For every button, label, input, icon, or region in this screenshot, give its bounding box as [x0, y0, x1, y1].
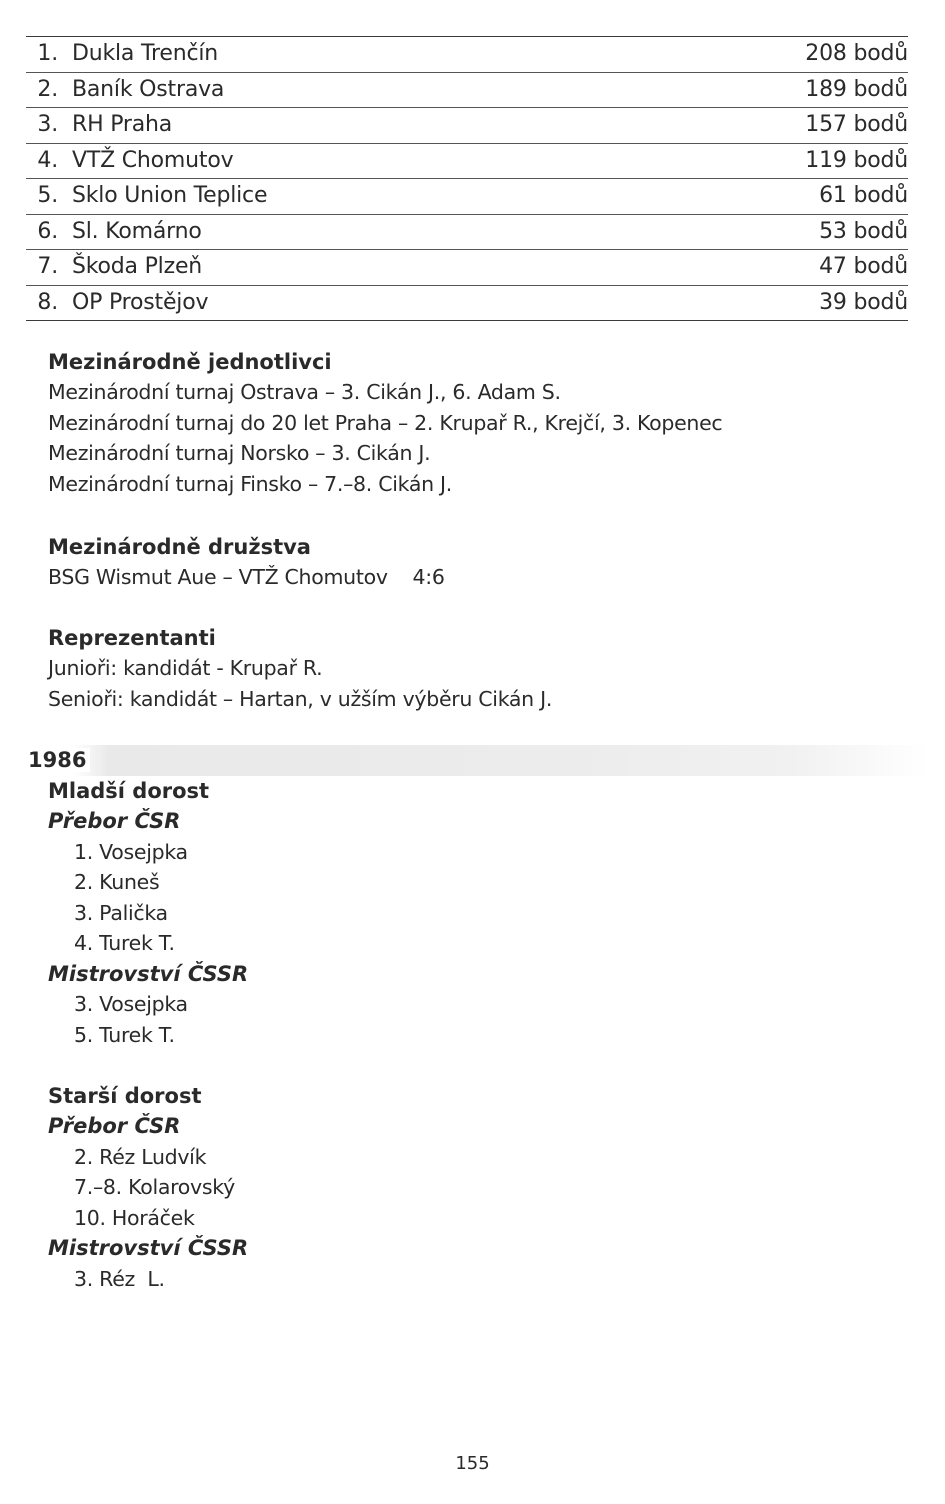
result-line: 4. Turek T.	[74, 931, 175, 955]
national-label: Mistrovství ČSSR	[48, 1236, 249, 1260]
rank: 6.	[37, 218, 58, 244]
points: 39 bodů	[819, 289, 908, 315]
international-individuals-section	[48, 347, 908, 499]
text-line: Mezinárodní turnaj do 20 let Praha – 2. Krupař R., Krejčí, 3. Kopenec	[48, 410, 723, 435]
team-name: VTŽ Chomutov	[72, 147, 234, 173]
table-row	[26, 73, 908, 109]
rank: 4.	[37, 147, 58, 173]
text-line: BSG Wismut Aue – VTŽ Chomutov 4:6	[48, 565, 445, 589]
championship-label: Přebor ČSR	[48, 809, 181, 833]
points: 189 bodů	[805, 76, 908, 102]
section-heading: Mladší dorost	[48, 779, 210, 803]
rank: 1.	[37, 41, 58, 67]
text-line: Senioři: kandidát – Hartan, v užším výběru Cikán J.	[48, 686, 553, 711]
section-heading: Mezinárodně družstva	[48, 535, 311, 559]
representatives-section	[48, 623, 908, 714]
rank: 3.	[37, 112, 58, 138]
text-line: Mezinárodní turnaj Finsko – 7.–8. Cikán J.	[48, 471, 452, 496]
younger-juniors-section	[48, 776, 908, 1050]
team-name: Baník Ostrava	[72, 76, 225, 102]
text-line: Junioři: kandidát - Krupař R.	[48, 656, 323, 680]
points: 53 bodů	[819, 218, 908, 244]
older-juniors-section	[48, 1081, 908, 1294]
table-row	[26, 250, 908, 286]
table-row	[26, 144, 908, 180]
result-line: 10. Horáček	[74, 1205, 195, 1230]
rank: 8.	[37, 289, 58, 315]
rank: 5.	[37, 183, 58, 209]
result-line: 7.–8. Kolarovský	[74, 1175, 235, 1199]
result-line: 2. Kuneš	[74, 870, 160, 894]
standings-table	[26, 36, 908, 321]
team-name: Sklo Union Teplice	[72, 183, 268, 209]
table-row	[26, 108, 908, 144]
rank: 2.	[37, 76, 58, 102]
points: 208 bodů	[805, 41, 908, 67]
text-line: Mezinárodní turnaj Norsko – 3. Cikán J.	[48, 441, 431, 465]
result-line: 1. Vosejpka	[74, 839, 188, 864]
rank: 7.	[37, 254, 58, 280]
points: 157 bodů	[805, 112, 908, 138]
championship-label: Přebor ČSR	[48, 1114, 181, 1138]
text-line: Mezinárodní turnaj Ostrava – 3. Cikán J., 6. Adam S.	[48, 380, 561, 404]
points: 119 bodů	[805, 147, 908, 173]
result-line: 2. Réz Ludvík	[74, 1144, 207, 1169]
year-label: 1986	[28, 748, 90, 772]
section-heading: Starší dorost	[48, 1084, 202, 1108]
team-name: Škoda Plzeň	[72, 254, 203, 280]
team-name: RH Praha	[72, 112, 173, 138]
result-line: 3. Vosejpka	[74, 992, 188, 1016]
team-name: Dukla Trenčín	[72, 41, 219, 67]
section-heading: Mezinárodně jednotlivci	[48, 350, 332, 374]
team-name: Sl. Komárno	[72, 218, 202, 244]
section-heading: Reprezentanti	[48, 626, 216, 650]
result-line: 3. Palička	[74, 900, 168, 925]
table-row	[26, 179, 908, 215]
points: 61 bodů	[819, 183, 908, 209]
national-label: Mistrovství ČSSR	[48, 961, 249, 986]
table-row	[26, 37, 908, 73]
page-number: 155	[455, 1453, 490, 1474]
team-name: OP Prostějov	[72, 289, 209, 315]
points: 47 bodů	[819, 254, 908, 280]
result-line: 3. Réz L.	[74, 1266, 165, 1291]
international-teams-section	[48, 532, 908, 593]
year-heading	[28, 745, 928, 776]
result-line: 5. Turek T.	[74, 1022, 175, 1047]
table-row	[26, 215, 908, 251]
table-row	[26, 286, 908, 322]
